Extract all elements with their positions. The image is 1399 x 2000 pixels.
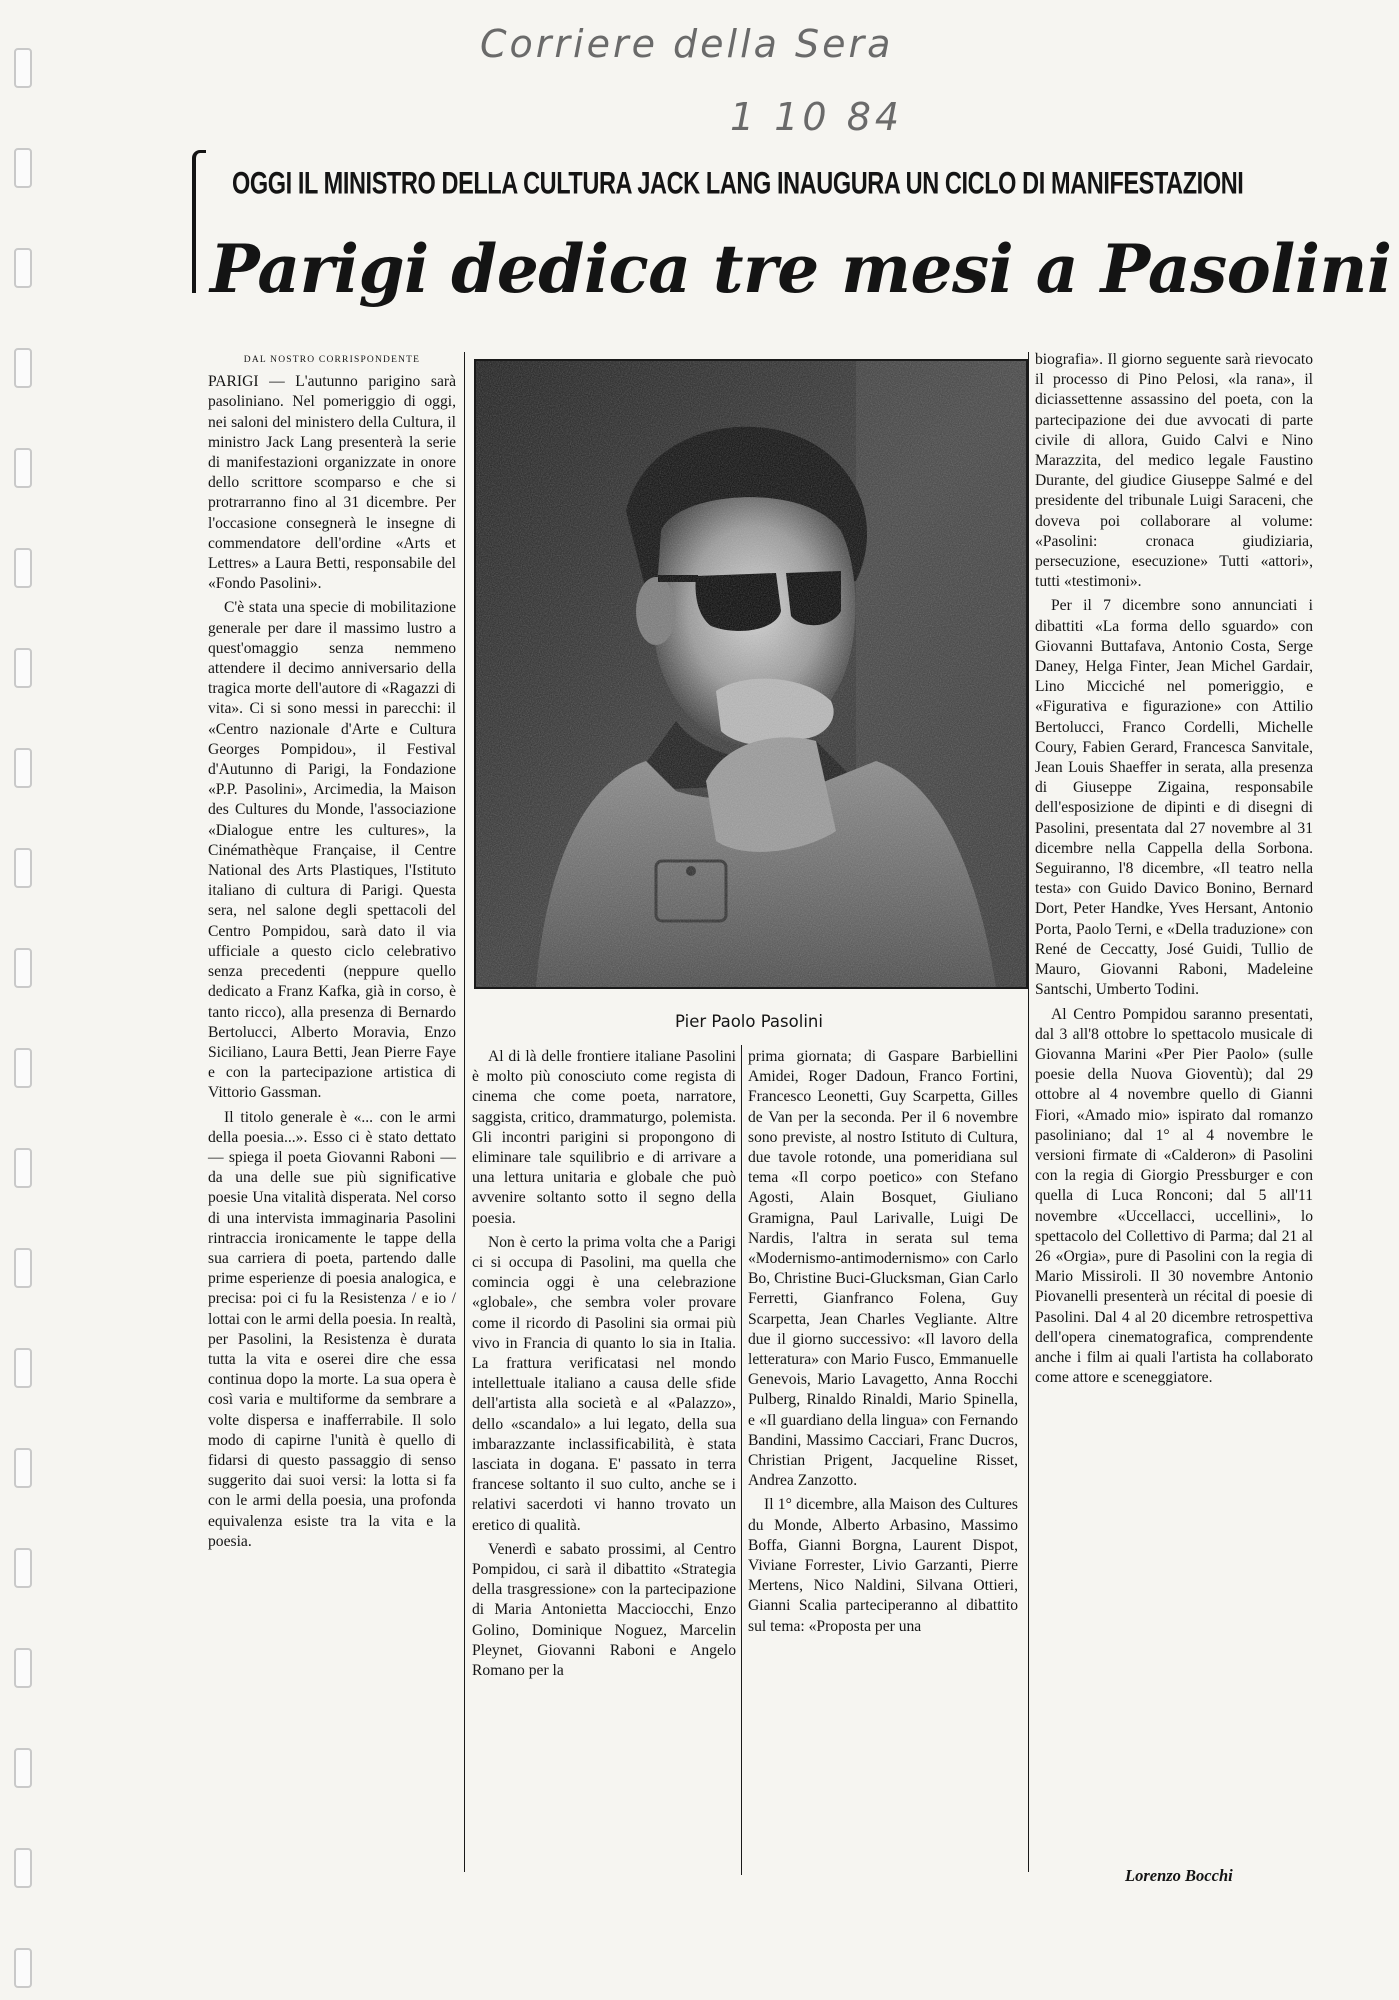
handwritten-source: Corriere della Sera — [480, 22, 894, 66]
binder-hole — [14, 648, 32, 688]
paragraph: C'è stata una specie di mobilitazione generale per dare il massimo lustro a quest'omaggio senza nemmeno attendere il decimo anniversario della tragica morte dell'autore di «Ragazzi di vita». Ci si sono messi in parecchi: il «Centro nazionale d'Arte e Cultura Georges Pompidou», il Festival d'Autunno di Parigi, la Fondazione «P.P. Pasolini», Arcimedia, la Maison des Cultures du Monde, l'associazione «Dialogue entre les cultures», la Cinémathèque Française, il Centre National des Arts Plastiques, l'Istituto italiano di cultura di Parigi. Questa sera, nel salone degli spettacoli del Centro Pompidou, sarà dato il via ufficiale a questo ciclo celebrativo senza precedenti (neppure quello dedicato a Franz Kafka, già in corso, è tanto ricco), alla presenza di Bernardo Bertolucci, Alberto Moravia, Enzo Siciliano, Laura Betti, Jean Pierre Faye e con la partecipazione artistica di Vittorio Gassman. — [208, 599, 456, 1102]
article-column-2 — [472, 1047, 736, 1685]
paragraph: Venerdì e sabato prossimi, al Centro Pompidou, ci sarà il dibattito «Strategia della trasgressione» con la partecipazione di Maria Antonietta Macciocchi, Enzo Golino, Dominique Noguez, Marcelin Pleynet, Giovanni Raboni e Angelo Romano per la — [472, 1540, 736, 1680]
column-rule — [1028, 352, 1029, 1872]
binder-hole — [14, 848, 32, 888]
article-kicker: OGGI IL MINISTRO DELLA CULTURA JACK LANG INAUGURA UN CICLO DI MANIFESTAZIONI — [232, 165, 1244, 201]
paragraph: PARIGI — L'autunno parigino sarà pasoliniano. Nel pomeriggio di oggi, nei saloni del ministero della Cultura, il ministro Jack Lang presenterà la serie di manifestazioni organizzate in onore dello scrittore scomparso e che si protrarranno fino al 31 dicembre. Per l'occasione consegnerà le insegne di commendatore dell'ordine «Arts et Lettres» a Laura Betti, responsabile del «Fondo Pasolini». — [208, 373, 456, 593]
binder-hole — [14, 448, 32, 488]
pasolini-photo — [474, 359, 1028, 989]
paragraph: Il titolo generale è «... con le armi della poesia...». Esso ci è stato dettato — spiega il poeta Giovanni Raboni — da una delle sue più significative poesie Una vitalità disperata. Nel corso di una intervista immaginaria Pasolini rintraccia ironicamente le tappe della sua carriera di poeta, partendo dalle prime esperienze di poesia analogica, e precisa: poi ci fu la Resistenza / e io / lottai con le armi della poesia. In realtà, per Pasolini, la Resistenza è durata tutta la vita e oserei dire che essa continua dopo la morte. La sua opera è così varia e multiforme da sembrare a volte dispersa e inafferrabile. Il solo modo di capirne l'unità è quello di fidarsi di questo passaggio di senso suggerito dai suoi versi: la lotta si fa con le armi della poesia, una profonda equivalenza esiste tra la vita e la poesia. — [208, 1108, 456, 1550]
paragraph: prima giornata; di Gaspare Barbiellini Amidei, Roger Dadoun, Franco Fortini, Francesco Leonetti, Guy Scarpetta, Gilles de Van per la seconda. Per il 6 novembre sono previste, al nostro Istituto di Cultura, due tavole rotonde, una pomeridiana sul tema «Il corpo poetico» con Stefano Agosti, Alain Bosquet, Giuliano Gramigna, Paul Larivalle, Luigi De Nardis, l'altra in serata sul tema «Modernismo-antimodernismo» con Carlo Bo, Christine Buci-Glucksman, Gian Carlo Ferretti, Gianfranco Folena, Guy Scarpetta, Jean Charles Vegliante. Altre due il giorno successivo: «Il lavoro della letteratura» con Mario Fusco, Emmanuelle Genevois, Mario Lavagetto, Anna Rocchi Pulberg, Rinaldo Rinaldi, Mario Spinella, e «Il guardiano della lingua» con Fernando Bandini, Massimo Cacciari, Franc Ducros, Christian Prigent, Jacqueline Risset, Andrea Zanzotto. — [748, 1048, 1018, 1490]
article-column-1 — [208, 350, 456, 1556]
paragraph: biografia». Il giorno seguente sarà rievocato il processo di Pino Pelosi, «la rana», il diciassettenne assassino del poeta, con la partecipazione dei due avvocati di parte civile di allora, Guido Calvi e Nino Marazzita, del medico legale Faustino Durante, del giudice Giuseppe Salmé e del presidente del tribunale Luigi Saraceni, che doveva poi collaborare al volume: «Pasolini: cronaca giudiziaria, persecuzione, esecuzione» Tutti «attori», tutti «testimoni». — [1035, 351, 1313, 591]
paragraph: Al Centro Pompidou saranno presentati, dal 3 all'8 ottobre lo spettacolo musicale di Giovanna Marini «Per Pier Paolo» (sulle poesie della Nuova Gioventù); dal 29 ottobre al 4 novembre quello di Gianni Fiori, «Amado mio» ispirato dal romanzo pasoliniano; dal 1° al 4 novembre le versioni firmate di «Calderon» di Pasolini con la regia di Giorgio Pressburger e con quella di Luca Ronconi; dal 5 all'11 novembre «Uccellacci, uccellini», lo spettacolo del Collettivo di Parma; dal 21 al 26 «Orgia», pure di Pasolini con la regia di Mario Missiroli. Il 30 novembre Antonio Piovanelli presenterà un récital di poesie di Pasolini. Dal 4 al 20 dicembre retrospettiva dell'opera cinematografica, comprendente anche i film ai quali l'artista ha collaborato come attore e sceneggiatore. — [1035, 1005, 1313, 1387]
binder-hole — [14, 548, 32, 588]
binder-hole — [14, 1048, 32, 1088]
binder-hole — [14, 748, 32, 788]
paragraph: Non è certo la prima volta che a Parigi ci si occupa di Pasolini, ma quella che comincia oggi è una celebrazione «globale», che sembra voler provare come il ricordo di Pasolini sia ormai più vivo in Francia di quanto lo sia in Italia. La frattura verificatasi nel mondo intellettuale italiano a causa delle sfide dell'artista alla società e al «Palazzo», dello «scandalo» a lui legato, della sua imbarazzante inclassificabilità, è stata lasciata in dogana. E' passato in terra francese soltanto il suo culto, anche se i relativi sacerdoti vi hanno trovato un eretico di qualità. — [472, 1233, 736, 1534]
column-rule — [464, 352, 465, 1872]
portrait-image — [476, 361, 1026, 987]
binder-hole — [14, 1848, 32, 1888]
dateline-label: DAL NOSTRO CORRISPONDENTE — [243, 355, 421, 365]
binder-hole — [14, 1248, 32, 1288]
binder-hole — [14, 948, 32, 988]
photo-caption: Pier Paolo Pasolini — [675, 1012, 823, 1031]
paragraph: Al di là delle frontiere italiane Pasolini è molto più conosciuto come regista di cinema che come poeta, narratore, saggista, critico, drammaturgo, polemista. Gli incontri parigini si propongono di eliminare tale squilibrio e di arrivare a una lettura unitaria e globale che può avvenire soltanto sotto il segno della poesia. — [472, 1048, 736, 1227]
article-column-3 — [748, 1047, 1018, 1641]
binder-hole — [14, 1448, 32, 1488]
headline-bracket — [192, 150, 206, 293]
author-signature: Lorenzo Bocchi — [1125, 1866, 1233, 1885]
article-column-4 — [1035, 350, 1313, 1392]
column-rule — [741, 1045, 742, 1875]
binder-hole — [14, 1548, 32, 1588]
binder-hole — [14, 1748, 32, 1788]
paragraph: Per il 7 dicembre sono annunciati i dibattiti «La forma dello sguardo» con Giovanni Buttafava, Antonio Costa, Serge Daney, Helga Finter, Jean Michel Gardair, Lino Micciché nel pomeriggio, e «Figurativa e figurazione» con Attilio Bertolucci, Franco Cordelli, Michelle Coury, Fabien Gerard, Francesca Sanvitale, Jean Louis Shaeffer in serata, alla presenza di Giuseppe Zigaina, responsabile dell'esposizione de dipinti e di disegni di Pasolini, presentata dal 27 novembre al 31 dicembre nella Cappella della Sorbona. Seguiranno, l'8 dicembre, «Il teatro nella testa» con Guido Davico Bonino, Bernard Dort, Peter Handke, Yves Hersant, Antonio Porta, Paolo Terni, e «Della traduzione» con René de Ceccatty, José Guidi, Tullio de Mauro, Giovanni Raboni, Madeleine Santschi, Umberto Todini. — [1035, 597, 1313, 999]
article-headline: Parigi dedica tre mesi a Pasolini — [210, 230, 1392, 308]
binder-hole — [14, 1648, 32, 1688]
binder-hole — [14, 1148, 32, 1188]
binder-hole — [14, 348, 32, 388]
binder-hole — [14, 48, 32, 88]
binder-hole — [14, 248, 32, 288]
binder-hole — [14, 1348, 32, 1388]
binder-hole — [14, 1948, 32, 1988]
paragraph: Il 1° dicembre, alla Maison des Cultures du Monde, Alberto Arbasino, Massimo Boffa, Gianni Borgna, Laurent Dispot, Viviane Forrester, Livio Garzanti, Pierre Mertens, Nico Naldini, Silvana Ottieri, Gianni Scalia parteciperanno al dibattito sul tema: «Proposta per una — [748, 1496, 1018, 1635]
binder-holes — [0, 0, 60, 2000]
handwritten-date: 1 10 84 — [730, 95, 904, 139]
binder-hole — [14, 148, 32, 188]
